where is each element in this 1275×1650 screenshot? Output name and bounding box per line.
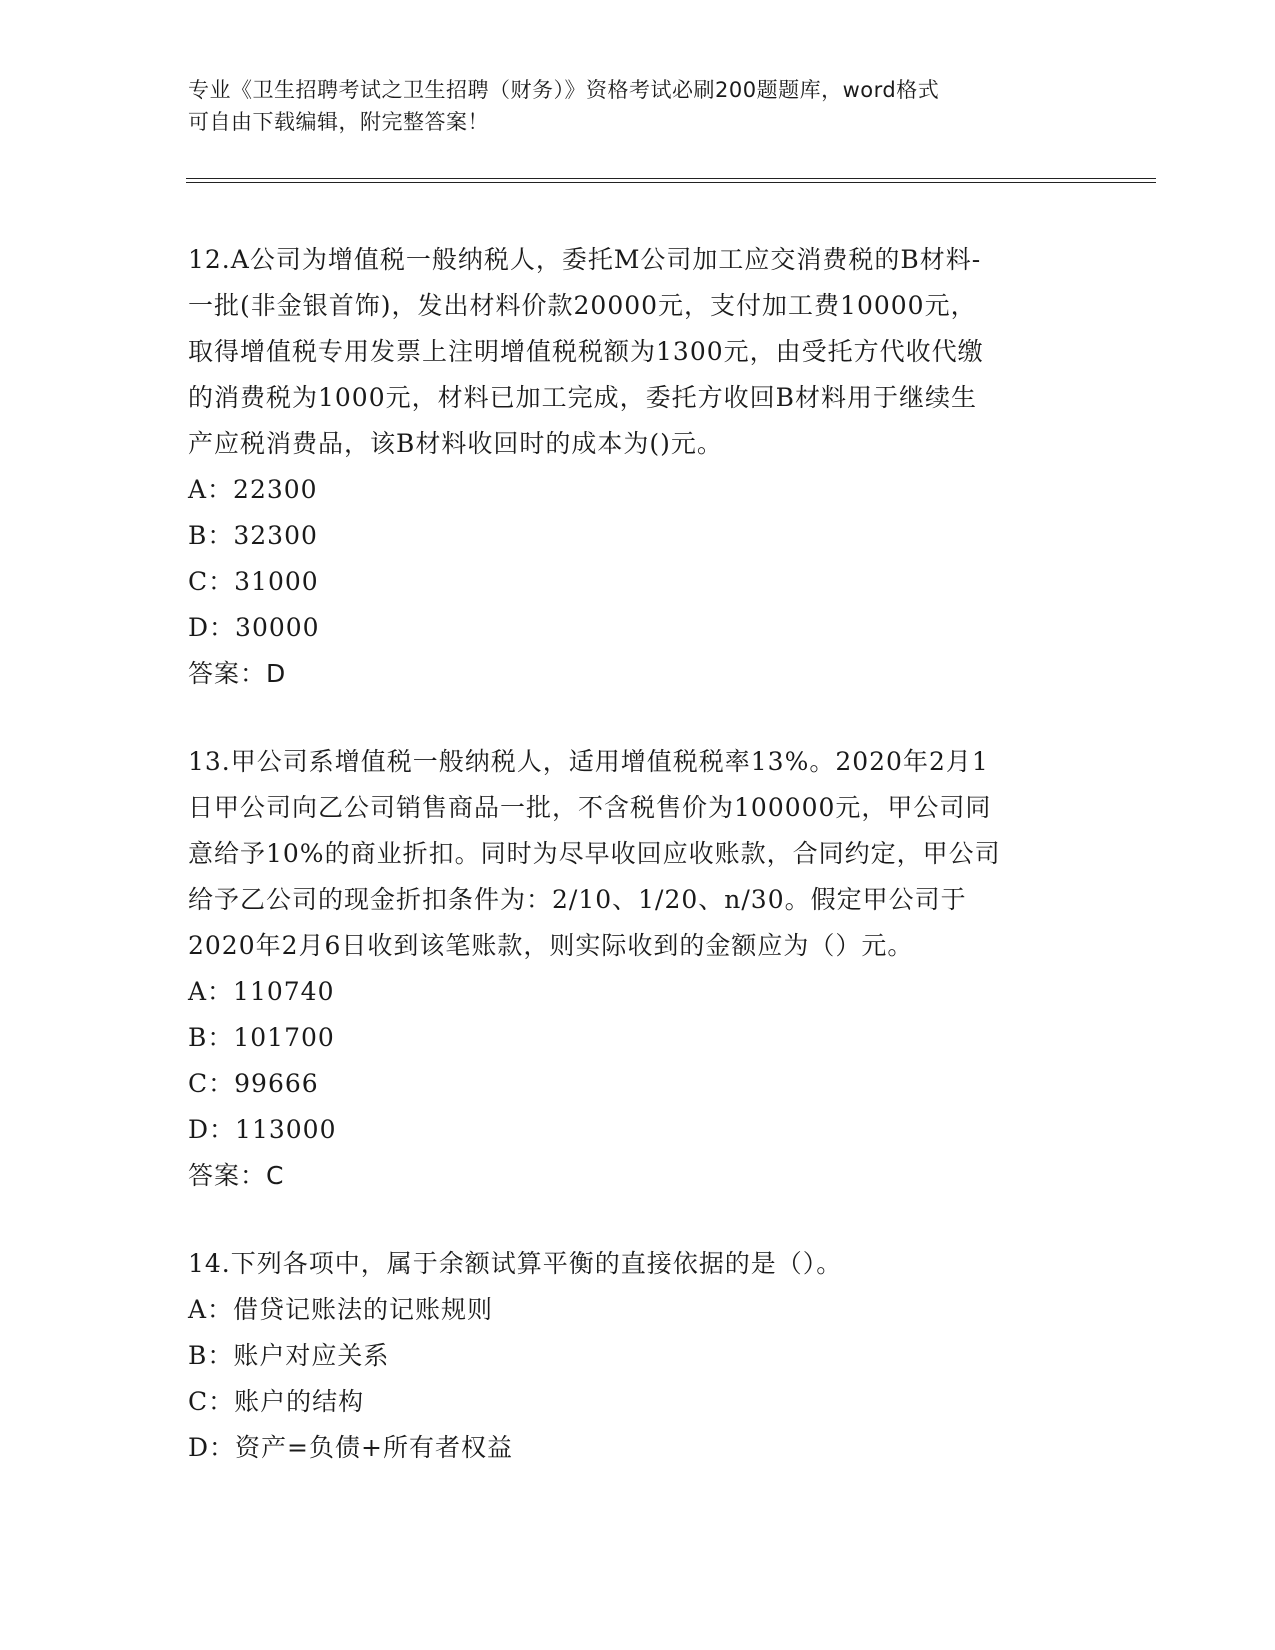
- option-a: A：22300: [188, 475, 318, 504]
- option-c: C：31000: [188, 567, 319, 596]
- question-stem-line: 2020年2月6日收到该笔账款，则实际收到的金额应为（）元。: [188, 931, 914, 960]
- header-line: 专业《卫生招聘考试之卫生招聘（财务）》资格考试必刷200题题库，word格式: [188, 78, 940, 102]
- question-stem-line: 取得增值税专用发票上注明增值税税额为1300元，由受托方代收代缴: [188, 337, 984, 366]
- option-a: A：借贷记账法的记账规则: [188, 1295, 494, 1324]
- header-line: 可自由下载编辑，附完整答案！: [188, 110, 489, 134]
- option-b: B：账户对应关系: [188, 1341, 390, 1370]
- question-14: [188, 1241, 1088, 1471]
- option-c: C：账户的结构: [188, 1387, 365, 1416]
- answer-line: 答案：D: [188, 659, 287, 688]
- question-13: [188, 739, 1088, 1199]
- question-list: [188, 237, 1088, 1513]
- question-stem-line: 一批(非金银首饰)，发出材料价款20000元，支付加工费10000元，: [188, 291, 977, 320]
- question-stem-line: 的消费税为1000元，材料已加工完成，委托方收回B材料用于继续生: [188, 383, 977, 412]
- header-divider: [186, 178, 1156, 179]
- question-stem-line: 日甲公司向乙公司销售商品一批，不含税售价为100000元，甲公司同: [188, 793, 992, 822]
- option-d: D：资产=负债+所有者权益: [188, 1433, 513, 1462]
- question-12: [188, 237, 1088, 697]
- document-header: [188, 74, 1088, 138]
- question-stem-line: 产应税消费品，该B材料收回时的成本为()元。: [188, 429, 723, 458]
- option-b: B：101700: [188, 1023, 335, 1052]
- question-stem-line: 意给予10%的商业折扣。同时为尽早收回应收账款，合同约定，甲公司: [188, 839, 1001, 868]
- option-b: B：32300: [188, 521, 318, 550]
- option-d: D：30000: [188, 613, 320, 642]
- header-divider: [186, 182, 1156, 183]
- option-c: C：99666: [188, 1069, 319, 1098]
- option-d: D：113000: [188, 1115, 337, 1144]
- question-stem-line: 给予乙公司的现金折扣条件为：2/10、1/20、n/30。假定甲公司于: [188, 885, 967, 914]
- question-stem-line: 13.甲公司系增值税一般纳税人，适用增值税税率13%。2020年2月1: [188, 747, 989, 776]
- answer-line: 答案：C: [188, 1161, 285, 1190]
- option-a: A：110740: [188, 977, 335, 1006]
- question-stem-line: 14.下列各项中，属于余额试算平衡的直接依据的是（）。: [188, 1249, 843, 1278]
- question-stem-line: 12.A公司为增值税一般纳税人，委托M公司加工应交消费税的B材料-: [188, 245, 982, 274]
